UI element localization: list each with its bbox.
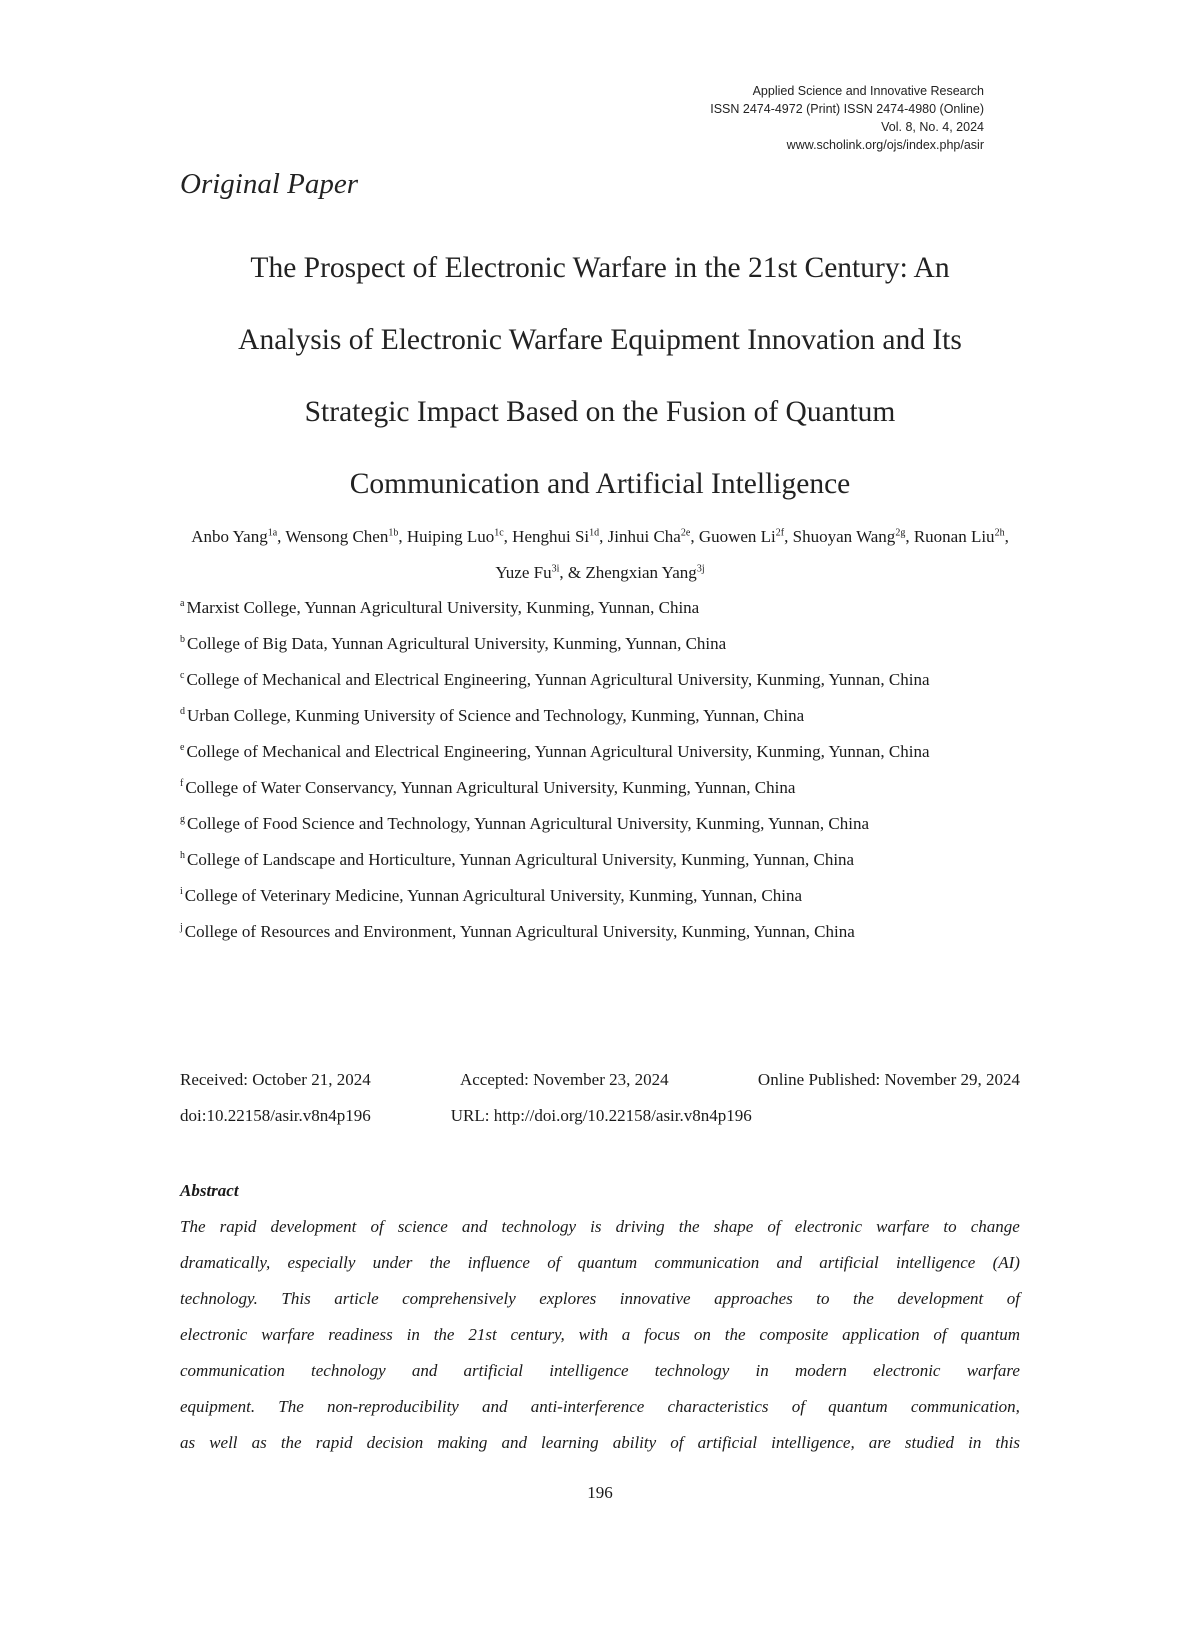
accepted-date: Accepted: November 23, 2024 bbox=[459, 1070, 669, 1089]
paper-kind: Original Paper bbox=[180, 168, 359, 200]
author-affiliation-mark: 1a bbox=[267, 527, 278, 539]
affiliation-mark: f bbox=[180, 778, 184, 790]
affiliation-text: College of Food Science and Technology, Yunnan Agricultural University, Kunming, Yunnan, China bbox=[187, 814, 870, 833]
author-affiliation-mark: 2h bbox=[994, 527, 1005, 539]
author-name: Jinhui Cha bbox=[607, 527, 681, 546]
journal-header bbox=[710, 82, 984, 154]
abstract-heading: Abstract bbox=[180, 1181, 239, 1200]
affiliation bbox=[180, 842, 1020, 878]
affiliation bbox=[180, 806, 1020, 842]
affiliation bbox=[180, 698, 1020, 734]
affiliation-text: Marxist College, Yunnan Agricultural University, Kunming, Yunnan, China bbox=[186, 598, 700, 617]
author-affiliation-mark: 2g bbox=[895, 527, 906, 539]
author-affiliation-mark: 2f bbox=[775, 527, 785, 539]
doi: doi:10.22158/asir.v8n4p196 bbox=[180, 1106, 371, 1125]
abstract-line: dramatically, especially under the influence of quantum communication and artificial intelligence (AI) bbox=[180, 1253, 1020, 1272]
author-affiliation-mark: 1b bbox=[388, 527, 399, 539]
journal-url: www.scholink.org/ojs/index.php/asir bbox=[786, 138, 984, 152]
affiliation-text: Urban College, Kunming University of Science and Technology, Kunming, Yunnan, China bbox=[187, 706, 805, 725]
affiliation bbox=[180, 734, 1020, 770]
affiliation-text: College of Big Data, Yunnan Agricultural University, Kunming, Yunnan, China bbox=[187, 634, 727, 653]
author-affiliation-mark: 1c bbox=[494, 527, 504, 539]
author-name: Ruonan Liu bbox=[913, 527, 995, 546]
affiliation bbox=[180, 770, 1020, 806]
affiliation-text: College of Water Conservancy, Yunnan Agricultural University, Kunming, Yunnan, China bbox=[185, 778, 796, 797]
author-name: Yuze Fu bbox=[495, 563, 552, 582]
author-affiliation-mark: 2e bbox=[680, 527, 691, 539]
publication-info bbox=[180, 1062, 1020, 1134]
title-line: The Prospect of Electronic Warfare in the 21st Century: An bbox=[250, 252, 950, 284]
page-number: 196 bbox=[587, 1483, 613, 1502]
author-name: Zhengxian Yang bbox=[585, 563, 697, 582]
journal-name: Applied Science and Innovative Research bbox=[752, 84, 984, 98]
abstract-line: technology. This article comprehensively explores innovative approaches to the development of bbox=[180, 1289, 1020, 1308]
affiliation-mark: a bbox=[180, 598, 185, 610]
affiliation-text: College of Resources and Environment, Yunnan Agricultural University, Kunming, Yunnan, China bbox=[184, 922, 855, 941]
affiliation bbox=[180, 662, 1020, 698]
received-date: Received: October 21, 2024 bbox=[180, 1070, 371, 1089]
title-line: Strategic Impact Based on the Fusion of Quantum bbox=[304, 396, 896, 428]
affiliation bbox=[180, 626, 1020, 662]
author-name: Henghui Si bbox=[512, 527, 590, 546]
journal-issn: ISSN 2474-4972 (Print) ISSN 2474-4980 (Online) bbox=[710, 102, 984, 116]
affiliation-mark: b bbox=[180, 634, 185, 646]
abstract-line: electronic warfare readiness in the 21st century, with a focus on the composite application of quantum bbox=[180, 1325, 1020, 1344]
author-name: Wensong Chen bbox=[285, 527, 389, 546]
affiliation-mark: i bbox=[180, 886, 183, 898]
title-line: Analysis of Electronic Warfare Equipment Innovation and Its bbox=[238, 324, 962, 356]
journal-volume: Vol. 8, No. 4, 2024 bbox=[881, 120, 984, 134]
doi-row bbox=[180, 1098, 1020, 1134]
abstract-line: communication technology and artificial intelligence technology in modern electronic warfare bbox=[180, 1361, 1020, 1380]
published-date: Online Published: November 29, 2024 bbox=[757, 1070, 1020, 1089]
author-affiliation-mark: 3i bbox=[551, 563, 560, 575]
abstract bbox=[180, 1173, 1020, 1461]
author-name: Guowen Li bbox=[698, 527, 776, 546]
affiliation bbox=[180, 878, 1020, 914]
dates-row bbox=[180, 1062, 1020, 1098]
affiliation-text: College of Mechanical and Electrical Engineering, Yunnan Agricultural University, Kunming, Yunnan, China bbox=[186, 742, 930, 761]
doi-url-link[interactable]: URL: http://doi.org/10.22158/asir.v8n4p196 bbox=[450, 1106, 752, 1125]
abstract-line: The rapid development of science and technology is driving the shape of electronic warfare to change bbox=[180, 1217, 1020, 1236]
title-line: Communication and Artificial Intelligence bbox=[349, 468, 851, 500]
affiliation-mark: h bbox=[180, 850, 185, 862]
affiliation-mark: j bbox=[180, 922, 183, 934]
author-affiliation-mark: 1d bbox=[589, 527, 600, 539]
author-list: Anbo Yang$^{1a}$, Wensong Chen$^{1b}$, Huiping Luo$^{1c}$, Henghui $Si^{1d}$, Jinhui Cha$^{2e}$, Guowen $Li^{2f}$, Shuoyan Wang$^{2g}$, Ruonan Liu$^{2h}$, Yuze $Fu^{3i}$, & Zhengxian Yang$^{3j}$ bbox=[191, 527, 1009, 582]
affiliation-mark: g bbox=[180, 814, 185, 826]
affiliation bbox=[180, 914, 1020, 950]
affiliation-mark: d bbox=[180, 706, 185, 718]
author-name: Anbo Yang bbox=[191, 527, 268, 546]
affiliation-mark: c bbox=[180, 670, 185, 682]
abstract-line: equipment. The non-reproducibility and anti-interference characteristics of quantum communication, bbox=[180, 1397, 1020, 1416]
affiliation-text: College of Mechanical and Electrical Engineering, Yunnan Agricultural University, Kunming, Yunnan, China bbox=[186, 670, 930, 689]
abstract-line: as well as the rapid decision making and learning ability of artificial intelligence, are studied in this bbox=[180, 1433, 1020, 1452]
paper-title bbox=[180, 232, 1020, 520]
affiliation-mark: e bbox=[180, 742, 185, 754]
author-affiliation-mark: 3j bbox=[696, 563, 705, 575]
author-name: Huiping Luo bbox=[406, 527, 495, 546]
affiliation-list bbox=[180, 590, 1020, 950]
affiliation-text: College of Landscape and Horticulture, Yunnan Agricultural University, Kunming, Yunnan, China bbox=[187, 850, 855, 869]
author-name: Shuoyan Wang bbox=[792, 527, 896, 546]
affiliation-text: College of Veterinary Medicine, Yunnan Agricultural University, Kunming, Yunnan, China bbox=[184, 886, 803, 905]
affiliation bbox=[180, 590, 1020, 626]
